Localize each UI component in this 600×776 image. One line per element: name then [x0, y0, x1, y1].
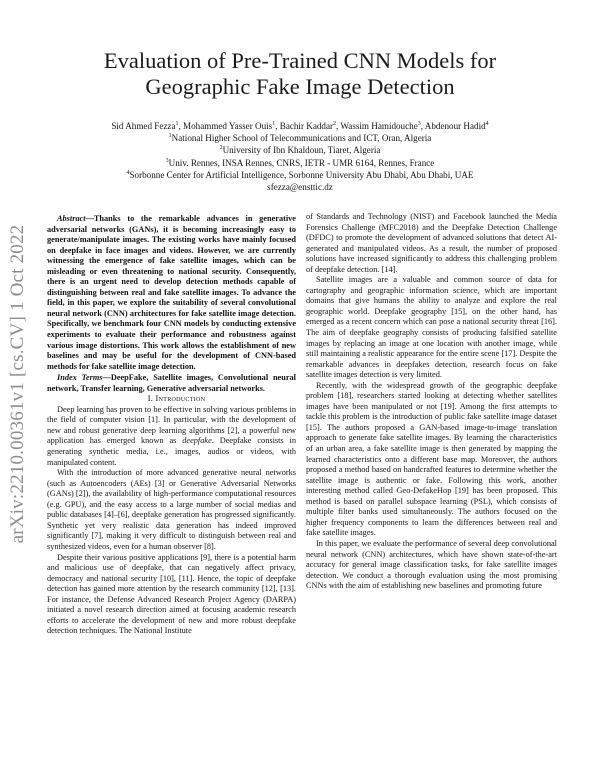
paragraph: With the introduction of more advanced generative neural networks (such as Autoencoders (AEs) [3] or Generative Adversarial Networks (GANs) [2]), the availability of high-performance computational resources (e.g. GPU), and the easy access to a large number of social medias and public databases [4]–[6], deepfake generation has progressed significantly. Synthetic yet very realistic data generation has indeed improved significantly [7], making it very difficult to distinguish between real and synthesized videos, even for a human observer [8]. — [47, 468, 296, 551]
author-name: Abdenour Hadid — [424, 121, 486, 131]
author-block — [40, 120, 560, 193]
paragraph: In this paper, we evaluate the performance of several deep convolutional neural network (CNN) architectures, which have shown state-of-the-art accuracy for general image classification tasks, for fake satellite images detection. We conduct a thorough evaluation using the most promising CNNs with the aim of establishing new baselines and promoting future — [306, 538, 557, 591]
paragraph: Despite their various positive applications [9], there is a potential harm and malicious use of deepfake, that can negatively affect privacy, democracy and national security [10], [11]. Hence, the topic of deepfake detection has gained more attention by the research community [12], [13]. For instance, the Defense Advanced Research Project Agency (DARPA) initiated a novel research direction aimed at focusing academic research efforts to accelerate the development of new and more robust deepfake detection techniques. The National Institute — [47, 552, 296, 636]
author-name: Mohammed Yasser Ouis — [183, 121, 273, 131]
arxiv-stamp: arXiv:2210.00361v1 [cs.CV] 1 Oct 2022 — [7, 224, 28, 544]
paragraph: of Standards and Technology (NIST) and Facebook launched the Media Forensics Challenge (MFC2018) and the Deepfake Detection Challenge (DFDC) to promote the development of advanced solutions that detect AI-generated and manipulated videos. As a result, the number of proposed solutions have increased significantly to address this challenging problem of deepfake detection. [14]. — [306, 212, 557, 274]
paragraph: Satellite images are a valuable and common source of data for cartography and geographic information science, which are important domains that give humans the ability to analyze and explore the real geographic world. Deepfake geography [15], on the other hand, has emerged as a recent concern which can pose a national security threat [16]. The aim of deepfake geography consists of producing falsified satellite images by replacing an image at one location with another image, while still maintaining a realistic appearance for the entire scene [17]. Despite the remarkable advances in deepfakes detection, research focus on fake satellite images detection is very limited. — [306, 275, 557, 380]
affiliation: $^2$University of Ibn Khaldoun, Tiaret, Algeria — [219, 145, 381, 156]
author-names: Sid Ahmed Fezza$^1$, Mohammed Yasser Ouis$^1$, Bachir Kaddar$^2$, Wassim Hamidouche$^3$, Abdenour Hadid$^4$ — [111, 121, 489, 131]
affiliation: $^1$National Higher School of Telecommunications and ICT, Oran, Algeria — [168, 133, 432, 144]
author-name: Sid Ahmed Fezza — [111, 121, 176, 131]
paragraph: Deep learning has proven to be effective in solving various problems in the field of computer vision [1]. In particular, with the development of new and robust generative deep learning algorithms [2], a powerful new application has emerged known as deepfake. Deepfake consists in generating synthetic media, i.e., images, audios or videos, with manipulated content. — [47, 404, 296, 467]
section-heading: I. Introduction — [147, 394, 206, 404]
affiliation: $^4$Sorbonne Center for Artificial Intelligence, Sorbonne University Abu Dhabi, Abu Dhabi, UAE — [126, 169, 474, 180]
index-terms: Index Terms—DeepFake, Satellite images, Convolutional neural network, Transfer learning, Generative adversarial networks. — [47, 373, 296, 393]
left-column — [47, 214, 296, 637]
author-name: Wassim Hamidouche — [340, 121, 418, 131]
author-name: Bachir Kaddar — [279, 121, 334, 131]
paper-title: Evaluation of Pre-Trained CNN Models for Geographic Fake Image Detection — [103, 48, 497, 99]
abstract: Abstract—Thanks to the remarkable advances in generative adversarial networks (GANs), it is becoming increasingly easy to generate/manipulate images. The existing works have mainly focused on deepfake in face images and videos. However, we are currently witnessing the emergence of fake satellite images, which can be misleading or even threatening to national security. Consequently, there is an urgent need to develop detection methods capable of distinguishing between real and fake satellite images. To advance the field, in this paper, we explore the suitability of several convolutional neural network (CNN) architectures for fake satellite image detection. Specifically, we benchmark four CNN models by conducting extensive experiments to evaluate their performance and robustness against various image distortions. This work allows the establishment of new baselines and may be useful for the development of CNN-based methods for fake satellite image detection. — [47, 214, 296, 371]
right-column — [306, 212, 557, 592]
paragraph: Recently, with the widespread growth of the geographic deepfake problem [18], researchers started looking at detecting whether satellites images have been manipulated or not [19]. Among the first attempts to tackle this problem is the introduction of public fake satellite image dataset [15]. The authors proposed a GAN-based image-to-image translation approach to generate fake satellite images. By learning the characteristics of an urban area, a fake satellite image is then generated by mapping the learned characteristics onto a different base map. Moreover, the authors proposed a method based on handcrafted features to determine whether the satellite image is authentic or fake. Following this work, another interesting method called Geo-DefakeHop [19] has been proposed. This method is based on parallel subspace learning (PSL), which consists of multiple filter banks used simultaneously. The authors focused on the higher frequency components to learn the differences between real and fake satellite images. — [306, 380, 557, 538]
author-email: sfezza@ensttic.dz — [267, 182, 333, 193]
affiliation: $^3$Univ. Rennes, INSA Rennes, CNRS, IETR - UMR 6164, Rennes, France — [165, 157, 435, 168]
